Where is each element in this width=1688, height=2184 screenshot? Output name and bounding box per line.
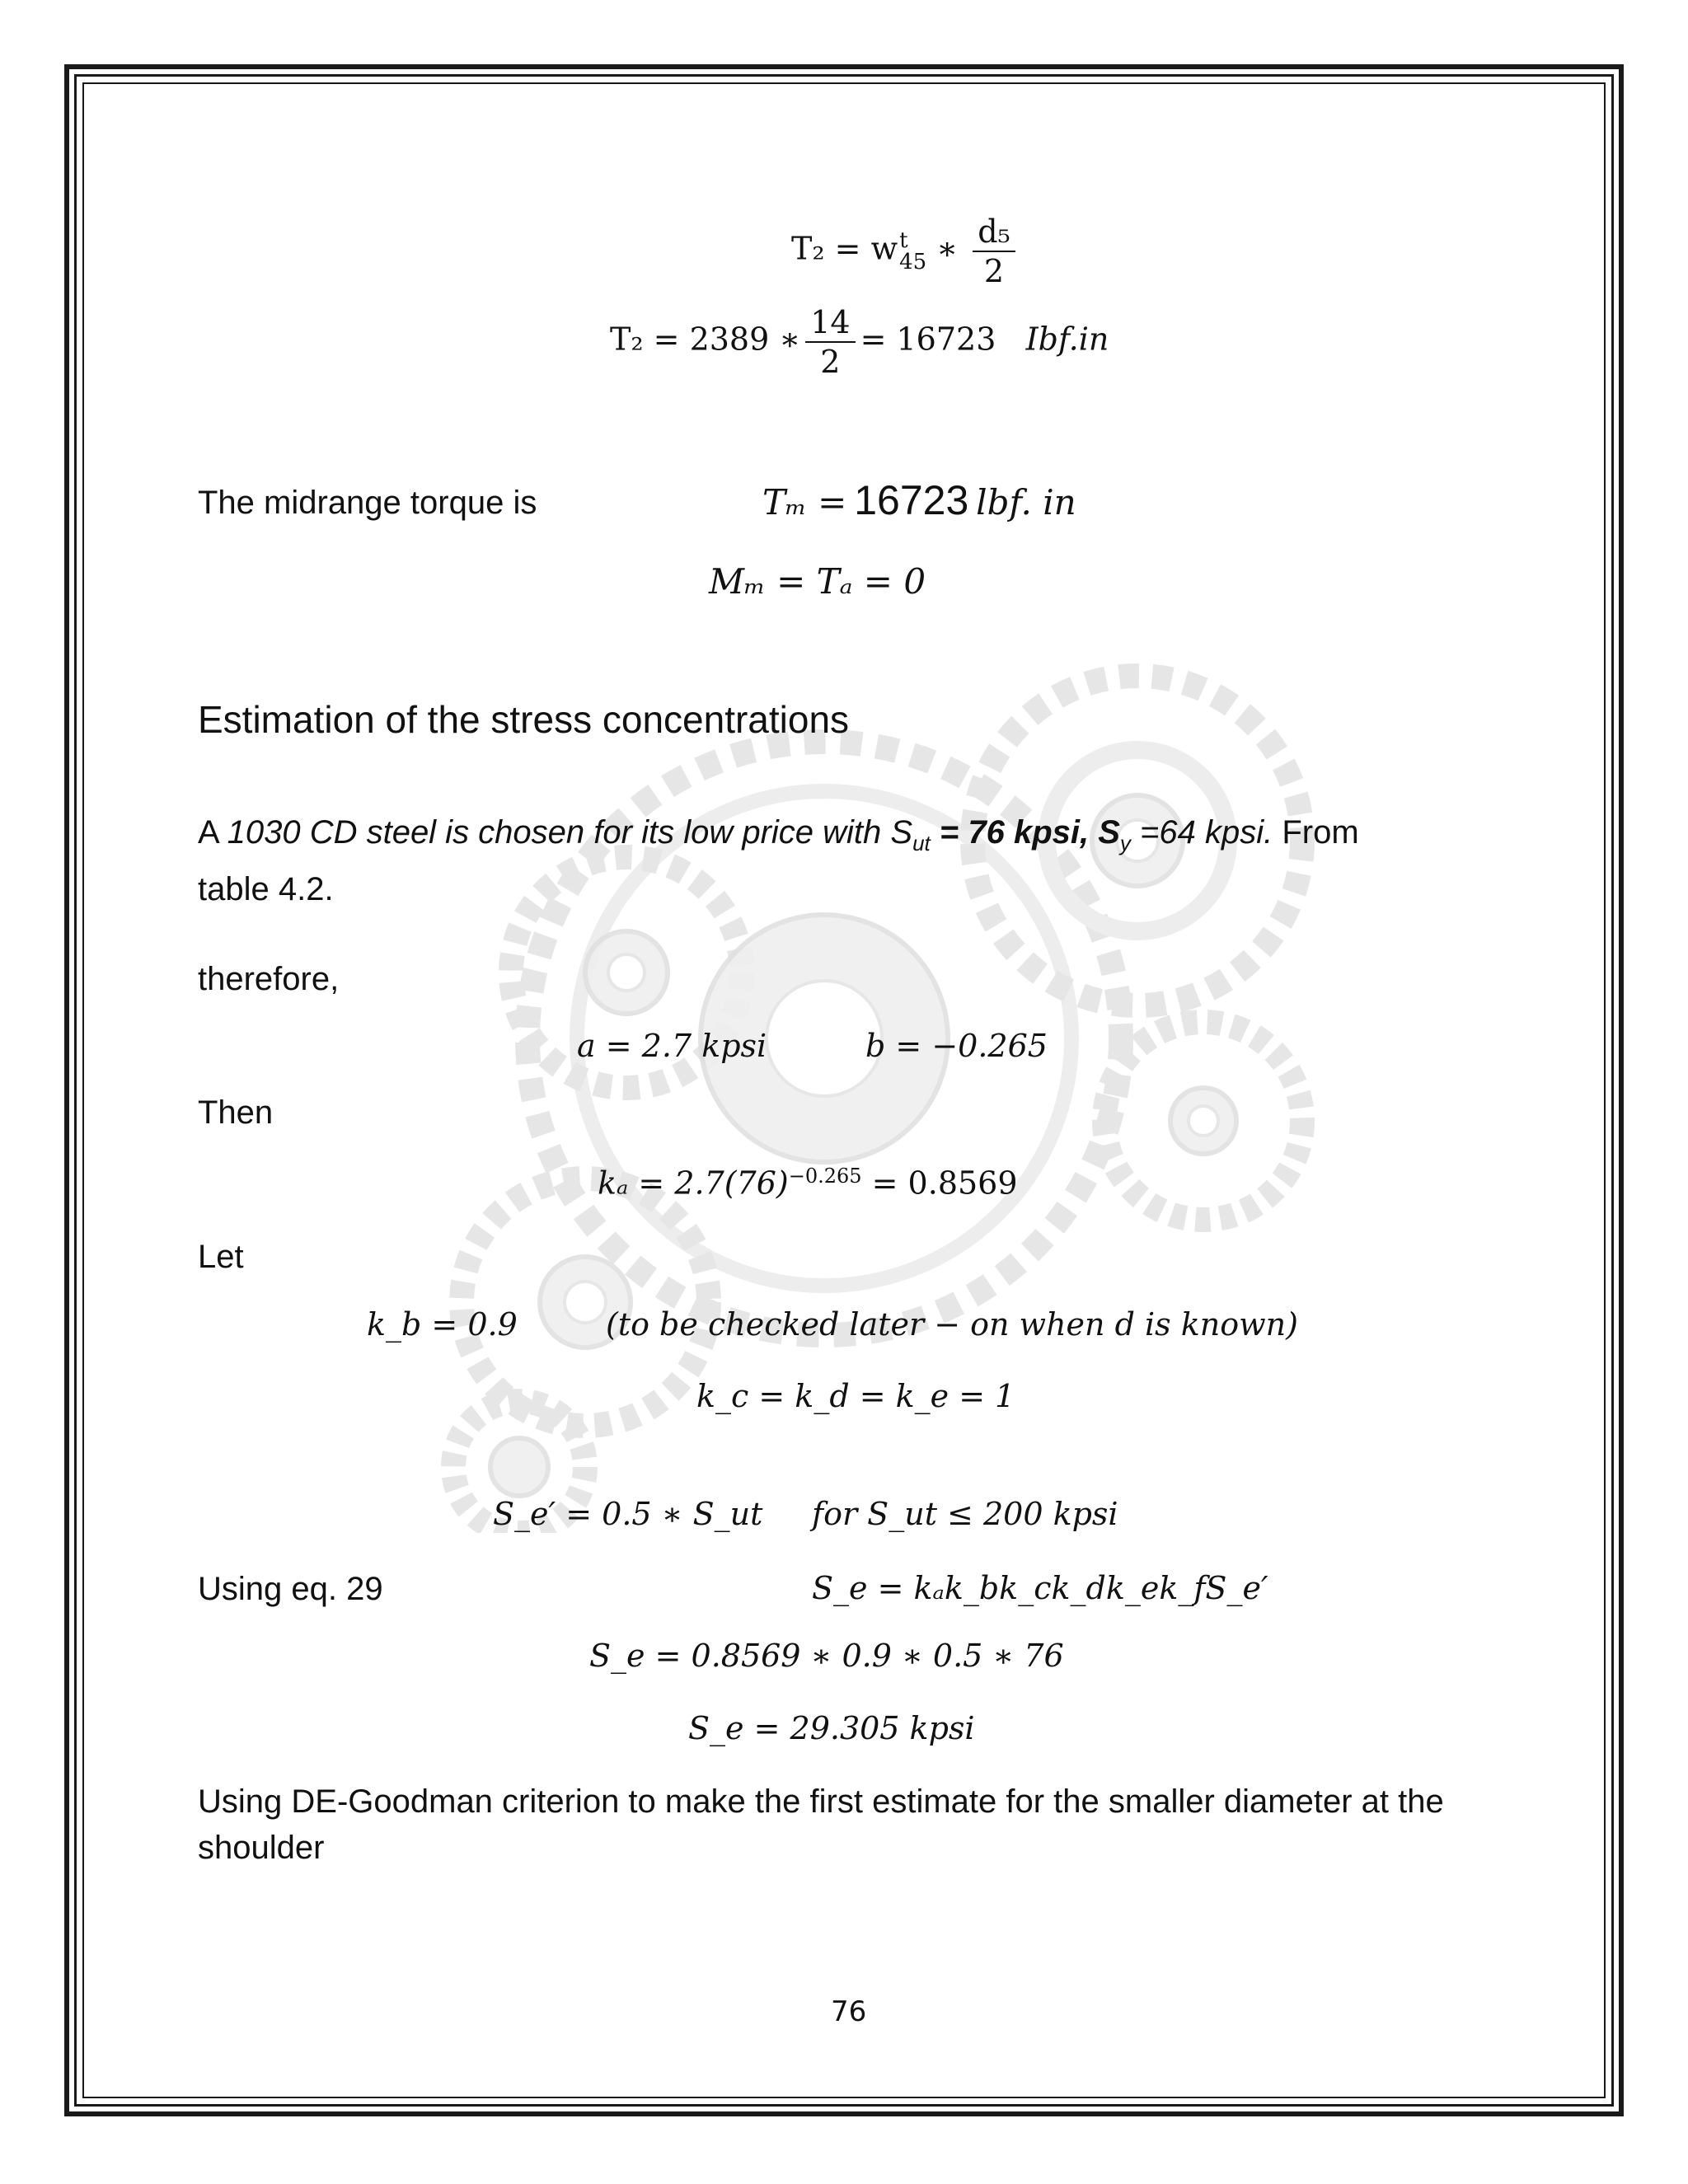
material-paragraph xyxy=(198,809,1451,912)
material-table-ref: table 4.2. xyxy=(198,871,334,907)
torque-value: 16723 xyxy=(854,477,969,523)
using-eq29-label: Using eq. 29 xyxy=(198,1571,383,1607)
let-label: Let xyxy=(198,1239,244,1275)
moment-equation: Mₘ = Tₐ = 0 xyxy=(709,561,926,602)
ka-exponent: −0.265 xyxy=(788,1165,862,1188)
torque-equation xyxy=(762,477,1076,523)
then-label: Then xyxy=(198,1094,274,1131)
material-text-b: 1030 CD steel is chosen for its low price with S xyxy=(227,814,913,851)
material-text-g: From xyxy=(1273,814,1359,851)
torque-unit: lbf. in xyxy=(976,482,1076,523)
eq1-superscript: t xyxy=(899,228,908,253)
torque-label: The midrange torque is xyxy=(198,485,537,521)
therefore-label: therefore, xyxy=(198,961,340,997)
eq1-numerator: d₅ xyxy=(973,216,1015,252)
eq2-lhs: T₂ = 2389 ∗ xyxy=(610,321,801,358)
a-equation: a = 2.7 kpsi xyxy=(577,1028,767,1064)
eq2-fraction xyxy=(805,304,855,380)
kcde-equation: k_c = k_d = k_e = 1 xyxy=(696,1378,1015,1414)
material-sub-y: y xyxy=(1119,831,1131,855)
se-formula: S_e = kₐk_bk_ck_dk_ek_fS_e′ xyxy=(812,1570,1268,1606)
eq2-unit: Ibf.in xyxy=(1025,321,1109,358)
se-prime-condition: for S_ut ≤ 200 kpsi xyxy=(812,1496,1118,1532)
eq1-lhs: T₂ = w xyxy=(791,230,898,267)
ka-rhs: = 0.8569 xyxy=(861,1165,1018,1202)
eq2-denominator: 2 xyxy=(820,344,841,380)
se-calculation: S_e = 0.8569 ∗ 0.9 ∗ 0.5 ∗ 76 xyxy=(589,1638,1064,1674)
material-text-a: A xyxy=(198,814,227,851)
material-text-f: =64 kpsi. xyxy=(1130,814,1273,851)
se-result: S_e = 29.305 kpsi xyxy=(688,1710,975,1746)
eq1-multiply: ∗ xyxy=(926,230,968,267)
goodman-line-2: shoulder xyxy=(198,1830,325,1866)
ka-lhs: kₐ = 2.7(76) xyxy=(598,1165,789,1202)
eq2-numerator: 14 xyxy=(805,307,855,343)
kb-note: (to be checked later − on when d is known) xyxy=(606,1306,1298,1343)
eq2-rhs: = 16723 xyxy=(860,321,996,358)
page-number: 76 xyxy=(831,1995,867,2028)
eq1-fraction xyxy=(973,213,1015,289)
material-sub-ut: ut xyxy=(912,831,931,855)
torque-variable: Tₘ = xyxy=(762,482,847,523)
equation-t2-value xyxy=(610,304,1109,380)
equation-t2-formula xyxy=(791,213,1020,289)
goodman-paragraph xyxy=(198,1779,1451,1871)
se-prime-equation: S_e′ = 0.5 ∗ S_ut xyxy=(493,1496,763,1532)
kb-equation: k_b = 0.9 xyxy=(367,1306,518,1343)
ka-equation xyxy=(598,1165,1018,1202)
material-text-d: = 76 kpsi, S xyxy=(930,814,1120,851)
eq1-subscript: 45 xyxy=(899,250,927,274)
eq1-denominator: 2 xyxy=(983,253,1005,289)
goodman-line-1: Using DE-Goodman criterion to make the first estimate for the smaller diameter at the xyxy=(198,1783,1444,1820)
section-heading: Estimation of the stress concentrations xyxy=(198,698,850,741)
b-equation: b = −0.265 xyxy=(865,1028,1048,1064)
